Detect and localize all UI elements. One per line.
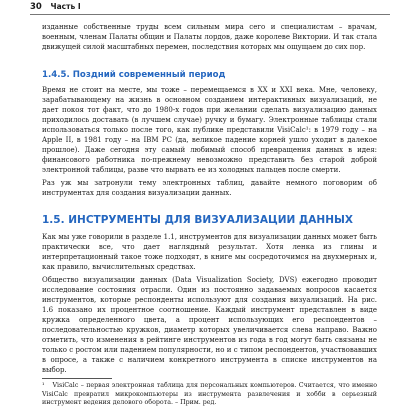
section-1-4-5-paragraph-1: Время не стоит на месте, мы тоже – перемещаемся в XX и XXI века. Мне, человеку, зарабатывающему на жизнь в основном созданием интерактивных визуализаций, не дает покоя тот факт, что до 1980-х годов при желании сделать визуализацию данных приходилось доставать (в лучшем случае) ручку и бумагу. Электронные таблицы стали использоваться только после того, как публике представили VisiCalc¹: в 1979 году – на Apple II, в 1981 году – на IBM PC (да, великое падение корней ушло уходит в далекое прошлое). Даже сегодня эту самый любимый способ превращения данных в идея: финансового работника по-прежнему невозможно представить без старой доброй электронной таблицы, разве что вырвать ее из холодных пальцев после смерти. [42,86,377,174]
footnote-mark: ¹ [42,382,45,389]
page-body [42,22,377,408]
footnote-text: VisiCalc – первая электронная таблица для персональных компьютеров. Считается, что именно VisiCalc превратил микрокомпьютеры из инструмента развлечения и хобби в серьезный инструмент ведения делового оборота. – Прим. ред. [42,382,377,406]
section-1-5-paragraph-1: Как мы уже говорили в разделе 1.1, инструментов для визуализации данных может быть практически все, что дает наглядный результат. Хотя ленка из глины и интерпретационный такое тоже подходят, в книге мы сосредоточимся на двухмерных и, как правило, вычислительных средствах. [42,233,377,271]
chapter-label: Часть I [50,2,81,11]
footnote [42,382,377,408]
intro-paragraph: изданные собственные труды всем сильным мира сего и специалистам – врачам, военным, членам Палаты общин и Палаты лордов, даже королеве Виктории. И так стала движущей силой масштабных перемен, последствия которых мы ощущаем до сих пор. [42,23,377,51]
section-1-5-paragraph-2: Общество визуализации данных (Data Visualization Society, DVS) ежегодно проводит исследование состояния отрасли. Один из постоянно задаваемых вопросов касается инструментов, которые респонденты используют для создания визуализаций. На рис. 1.6 показано их процентное соотношение. Каждый инструмент представлен в виде кружка определенного цвета, а процент использующих его респондентов – последовательностью кружков, диаметр которых увеличивается слева направо. Важно отметить, что изменения в рейтинге инструментов из года в год могут быть связаны не только с ростом или падением популярности, но и с типом респондентов, участвовавших в опросе, а также с наличием конкретного инструмента в списке инструментов на выбор. [42,276,377,374]
section-1-4-5-paragraph-2: Раз уж мы затронули тему электронных таблиц, давайте немного поговорим об инструментах для создания визуализации данных. [42,179,377,197]
page-number: 30 [30,2,42,12]
footnote-rule [42,378,112,379]
section-heading-1-5: 1.5. ИНСТРУМЕНТЫ ДЛЯ ВИЗУАЛИЗАЦИИ ДАННЫХ [42,214,353,226]
section-heading-1-4-5: 1.4.5. Поздний современный период [42,70,226,80]
header-rule [30,14,390,15]
page-header [30,0,400,14]
